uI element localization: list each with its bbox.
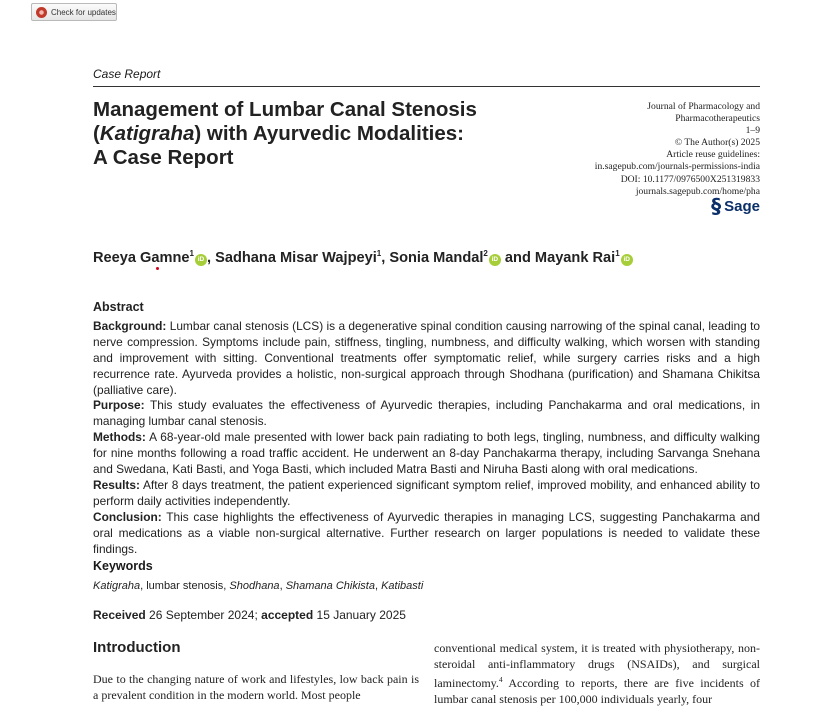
abstract-purpose: Purpose: This study evaluates the effectiveness of Ayurvedic therapies, including Panchakarma and oral medications, in managing lumbar canal stenosis. <box>93 398 761 429</box>
publisher-name: Sage <box>724 197 760 215</box>
journal-name-2: Pharmacotherapeutics <box>675 113 760 125</box>
title-line-1: Management of Lumbar Canal Stenosis <box>93 98 477 121</box>
reference-link[interactable]: 4 <box>498 675 503 684</box>
received-date: 26 September 2024; <box>149 608 258 622</box>
author-name: Sadhana Misar Wajpeyi <box>215 250 377 266</box>
author-affiliation: 1 <box>376 249 382 258</box>
intro-paragraph: conventional medical system, it is treated with physiotherapy, non-steroidal anti-inflammatory drugs (NSAIDs), and surgical laminectomy.$^4$ According to reports, there are five incidents of lumbar canal stenosis per 100,000 individuals yearly, four <box>434 641 760 706</box>
title-line-3: A Case Report <box>93 146 234 169</box>
sage-logo-icon: § <box>711 194 722 218</box>
journal-home-link[interactable]: journals.sagepub.com/home/pha <box>635 185 760 197</box>
doi-link[interactable]: DOI: 10.1177/0976500X251319833 <box>620 173 760 185</box>
cursor-dot <box>156 267 159 270</box>
orcid-icon[interactable]: iD <box>489 254 501 266</box>
abstract-methods: Methods: A 68-year-old male presented with lower back pain radiating to both legs, tingling, numbness, and difficulty walking for nine months following a road traffic accident. He underwent an 8-day Panchakarma therapy, including Sarvanga Snehana and Swedana, Kati Basti, and Yoga Basti, which included Matra Basti and Niruha Basti along with oral medications. <box>93 430 760 477</box>
keyword: lumbar stenosis <box>146 580 224 592</box>
reuse-link[interactable]: in.sagepub.com/journals-permissions-india <box>594 161 760 173</box>
keywords-heading: Keywords <box>93 559 153 573</box>
author-name: Mayank Rai <box>534 250 616 266</box>
keyword: Shodhana <box>229 580 280 592</box>
author-name: Sonia Mandal <box>389 250 484 266</box>
received-label: Received <box>93 608 146 622</box>
article-title <box>93 98 563 170</box>
title-italic-term: Katigraha <box>99 122 195 145</box>
publisher-logo <box>711 194 760 218</box>
accepted-date: 15 January 2025 <box>316 608 406 622</box>
intro-left-column <box>93 671 419 703</box>
author-affiliation: 1 <box>615 249 620 258</box>
keyword: Shamana Chikista <box>285 580 375 592</box>
author-name: Reeya Gamne <box>93 250 190 266</box>
article-dates <box>93 608 406 622</box>
author-affiliation: 1 <box>189 249 194 258</box>
intro-right-column <box>434 640 760 707</box>
header-rule <box>93 86 760 87</box>
title-line-2: (Katigraha) with Ayurvedic Modalities: <box>93 122 464 145</box>
check-for-updates-badge[interactable] <box>31 3 117 21</box>
journal-pages: 1–9 <box>745 125 760 137</box>
abstract-conclusion: Conclusion: This case highlights the effectiveness of Ayurvedic therapies in managing LCS, suggesting Panchakarma and oral medications as a viable non-surgical alternative. Further research on larger populations is needed to validate these findings. <box>93 509 760 556</box>
keywords-list: Katigraha, lumbar stenosis, Shodhana, Shamana Chikista, Katibasti <box>93 580 424 592</box>
introduction-heading: Introduction <box>93 639 181 656</box>
abstract-results: Results: After 8 days treatment, the patient experienced significant symptom relief, improved mobility, and enhanced ability to perform daily activities independently. <box>93 477 760 508</box>
reuse-label: Article reuse guidelines: <box>666 149 760 161</box>
orcid-icon[interactable]: iD <box>621 254 633 266</box>
check-for-updates-label: Check for updates <box>51 7 116 17</box>
keyword: Katigraha <box>93 580 141 592</box>
author-list: Reeya Gamne$^1$iD , Sadhana Misar Wajpeyi$^1$, Sonia Mandal$^2$iD and Mayank Rai$^1$iD <box>93 249 633 266</box>
check-for-updates-icon <box>36 7 47 18</box>
abstract-section <box>93 300 760 558</box>
article-type: Case Report <box>93 67 161 81</box>
journal-name-1: Journal of Pharmacology and <box>647 101 760 112</box>
orcid-icon[interactable]: iD <box>195 254 207 266</box>
accepted-label: accepted <box>261 608 314 622</box>
author-affiliation: 2 <box>483 249 488 258</box>
abstract-heading: Abstract <box>93 300 144 314</box>
journal-meta <box>510 101 760 198</box>
journal-copyright: © The Author(s) 2025 <box>674 137 760 149</box>
keyword: Katibasti <box>381 580 424 592</box>
intro-paragraph: Due to the changing nature of work and lifestyles, low back pain is a prevalent condition in the modern world. Most people <box>93 672 419 702</box>
abstract-background: Background: Lumbar canal stenosis (LCS) is a degenerative spinal condition causing narrowing of the spinal canal, leading to nerve compression. Symptoms include pain, stiffness, tingling, numbness, and difficulty walking, which worsen with standing and improvement with sitting. Conventional treatments offer symptomatic relief, while surgery carries risks and a high recurrence rate. Ayurveda provides a holistic, non-surgical approach through Shodhana (purification) and Shamana Chikitsa (palliative care). <box>93 318 760 397</box>
